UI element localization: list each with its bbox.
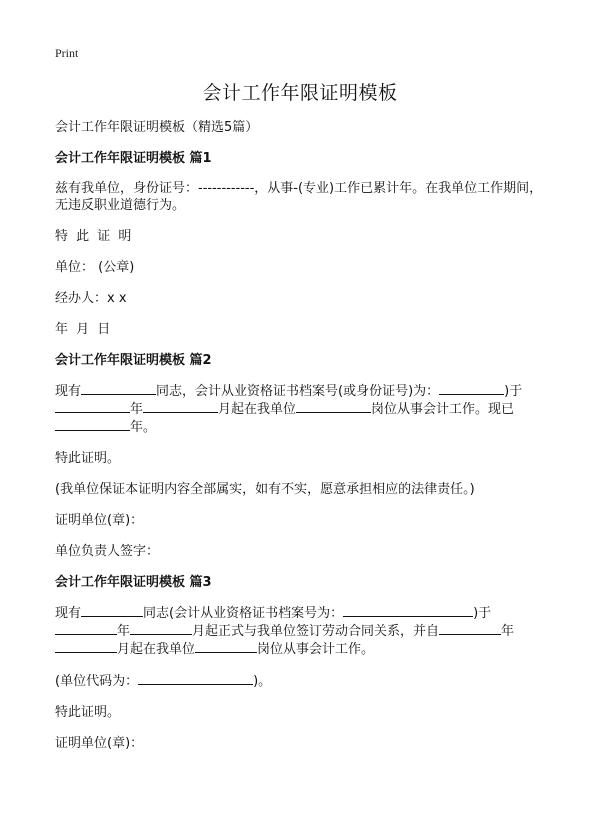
fill-blank[interactable] [55,622,117,635]
section-2-certify: 特此证明。 [55,451,121,466]
fill-blank[interactable] [296,400,371,413]
fill-blank[interactable] [130,622,192,635]
fill-blank[interactable] [439,382,504,395]
section-2-text: 现有 [55,384,82,399]
section-3-text: 月起正式与我单位签订劳动合同关系，并自 [192,624,440,639]
section-3-certify: 特此证明。 [55,705,121,720]
section-2-text: 同志，会计从业资格证书档案号(或身份证号)为： [156,384,440,399]
section-2-paragraph [55,382,555,436]
section-2-text: 月起在我单位 [218,402,297,417]
fill-blank[interactable] [138,672,253,685]
section-1-heading: 会计工作年限证明模板 篇1 [55,151,212,166]
section-2-text: 岗位从事会计工作。现已 [371,402,515,417]
section-3-text: 年 [501,624,515,639]
document-subtitle: 会计工作年限证明模板（精选5篇） [55,120,259,135]
fill-blank[interactable] [343,604,473,617]
section-3-text: 岗位从事会计工作。 [257,642,375,657]
fill-blank[interactable] [55,400,130,413]
section-2-signature: 单位负责人签字： [55,544,160,559]
section-3-text: (单位代码为： [55,674,139,689]
document-title: 会计工作年限证明模板 [202,82,398,104]
fill-blank[interactable] [143,400,218,413]
section-3-text: 现有 [55,606,82,621]
fill-blank[interactable] [55,640,117,653]
section-3-unit-code [55,672,555,690]
fill-blank[interactable] [81,382,156,395]
section-2-text: )于 [504,384,523,399]
section-3-text: )。 [253,674,272,689]
section-1-paragraph: 兹有我单位，身份证号：------------，从事-(专业)工作已累计年。在我单位工作期间，无违反职业道德行为。 [55,181,543,213]
section-3-heading: 会计工作年限证明模板 篇3 [55,575,212,590]
section-3-text: )于 [473,606,492,621]
fill-blank[interactable] [55,418,130,431]
section-1-date: 年 月 日 [55,322,113,337]
section-1-unit: 单位： (公章) [55,260,135,275]
section-2-seal: 证明单位(章)： [55,513,144,528]
section-2-heading: 会计工作年限证明模板 篇2 [55,353,212,368]
section-3-text: 年 [117,624,131,639]
section-1-certify: 特 此 证 明 [55,229,134,244]
section-1-handler: 经办人：x x [55,291,127,306]
section-3-text: 月起在我单位 [117,642,196,657]
fill-blank[interactable] [195,640,257,653]
section-3-text: 同志(会计从业资格证书档案号为： [143,606,344,621]
document-body [55,119,555,766]
section-2-guarantee: (我单位保证本证明内容全部属实，如有不实，愿意承担相应的法律责任。) [55,482,475,497]
section-3-seal: 证明单位(章)： [55,736,144,751]
fill-blank[interactable] [81,604,143,617]
fill-blank[interactable] [439,622,501,635]
section-3-paragraph [55,604,555,658]
section-2-text: 年 [130,402,144,417]
print-label: Print [55,46,79,60]
section-2-text: 年。 [130,420,157,435]
